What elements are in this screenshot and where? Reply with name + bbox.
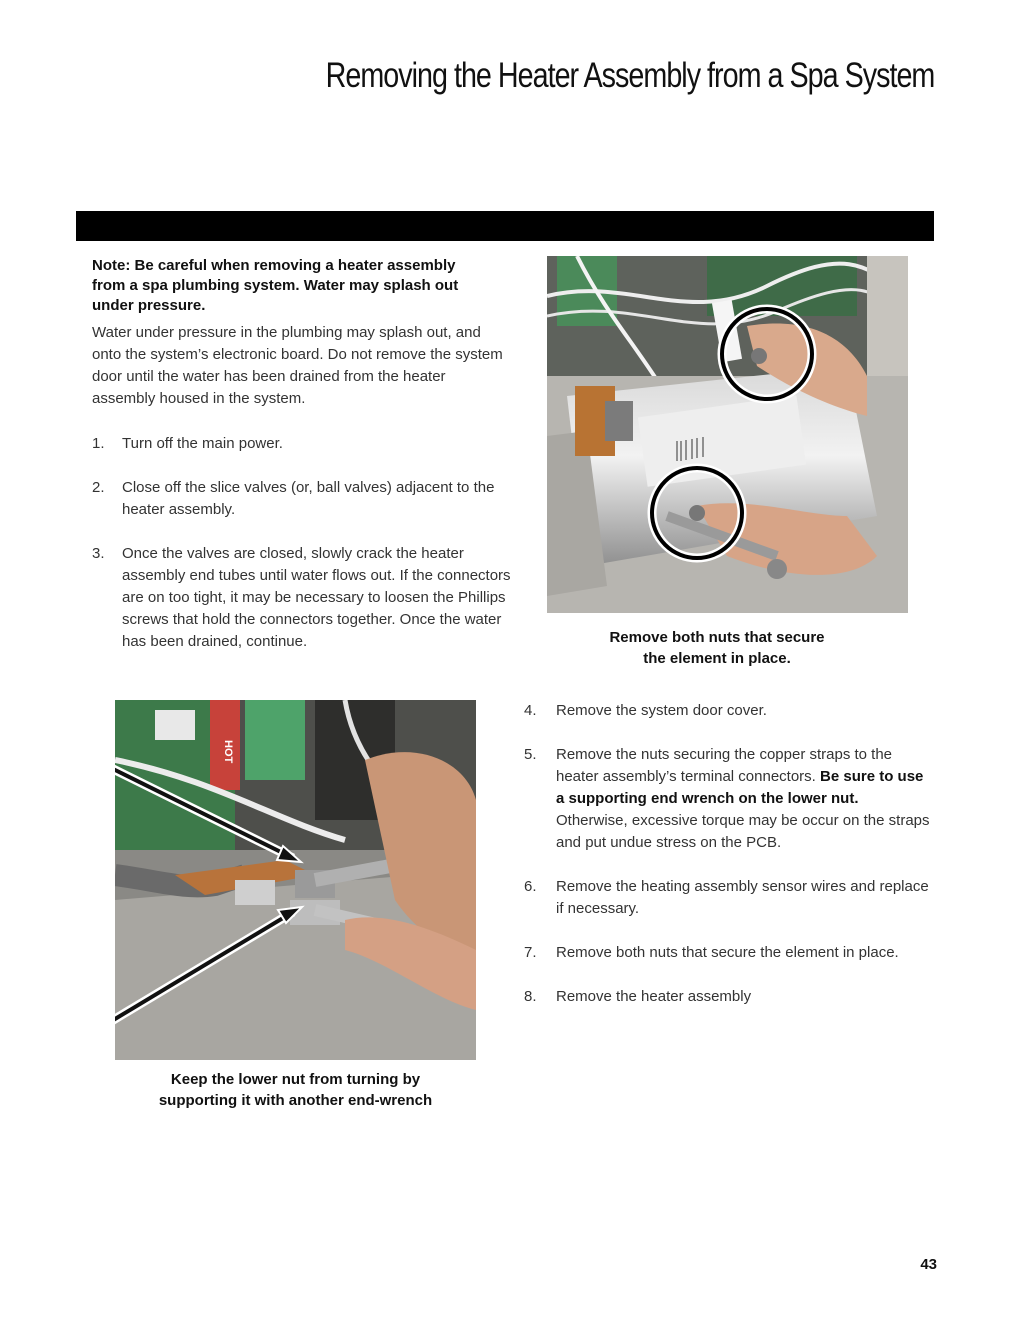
caption-line: supporting it with another end-wrench (158, 1092, 433, 1109)
step-number: 3. (92, 545, 105, 562)
list-item (524, 986, 934, 1008)
step-text-emphasis: Be sure to use a supporting end wrench on the lower nut. (556, 768, 924, 807)
steps-list-left (92, 433, 512, 675)
step-number: 7. (524, 944, 537, 961)
step-text: Once the valves are closed, slowly crack the heater assembly end tubes until water flows out. If the connectors are on too tight, it may be necessary to loosen the Phillips screws that hold the connectors together. Once the water has been drained, continue. (122, 545, 511, 650)
step-text (556, 744, 934, 854)
step-text-part: Remove the nuts securing the copper straps to the heater assembly’s terminal connectors. (556, 746, 893, 785)
page-number: 43 (920, 1256, 937, 1273)
section-header-bar (76, 211, 934, 241)
caption-line: Remove both nuts that secure (609, 629, 825, 646)
step-number: 5. (524, 746, 537, 763)
caption-line: Keep the lower nut from turning by (170, 1071, 421, 1088)
step-number: 1. (92, 435, 105, 452)
step-text: Remove the system door cover. (556, 702, 767, 719)
page-title: Removing the Heater Assembly from a Spa System (325, 56, 934, 95)
steps-list-right (524, 700, 934, 1030)
caption-line: the element in place. (643, 650, 791, 667)
heater-element-photo (547, 256, 908, 613)
list-item (92, 543, 512, 653)
list-item (92, 433, 512, 455)
list-item (92, 477, 512, 521)
figure-caption-element-nuts (547, 627, 887, 669)
intro-paragraph: Water under pressure in the plumbing may splash out, and onto the system’s electronic board. Do not remove the system door until the water has been drained from the heater assembly housed in the system. (92, 324, 503, 407)
step-text: Remove the heating assembly sensor wires and replace if necessary. (556, 878, 929, 917)
wrench-terminal-photo (115, 700, 476, 1060)
step-text: Turn off the main power. (122, 435, 283, 452)
step-number: 6. (524, 878, 537, 895)
step-text: Remove the heater assembly (556, 988, 752, 1005)
step-number: 4. (524, 702, 537, 719)
list-item (524, 942, 934, 964)
figure-caption-support-wrench (115, 1069, 476, 1111)
step-text: Close off the slice valves (or, ball valves) adjacent to the heater assembly. (122, 479, 495, 518)
step-number: 8. (524, 988, 537, 1005)
step-text-part: Otherwise, excessive torque may be occur on the straps and put undue stress on the PCB. (556, 812, 930, 851)
step-text: Remove both nuts that secure the element in place. (556, 944, 899, 961)
list-item (524, 700, 934, 722)
caution-note: Note: Be careful when removing a heater assembly from a spa plumbing system. Water may splash out under pressure. (92, 257, 459, 314)
list-item (524, 744, 934, 854)
step-number: 2. (92, 479, 105, 496)
board-label-text: HOT (222, 740, 234, 764)
list-item (524, 876, 934, 920)
